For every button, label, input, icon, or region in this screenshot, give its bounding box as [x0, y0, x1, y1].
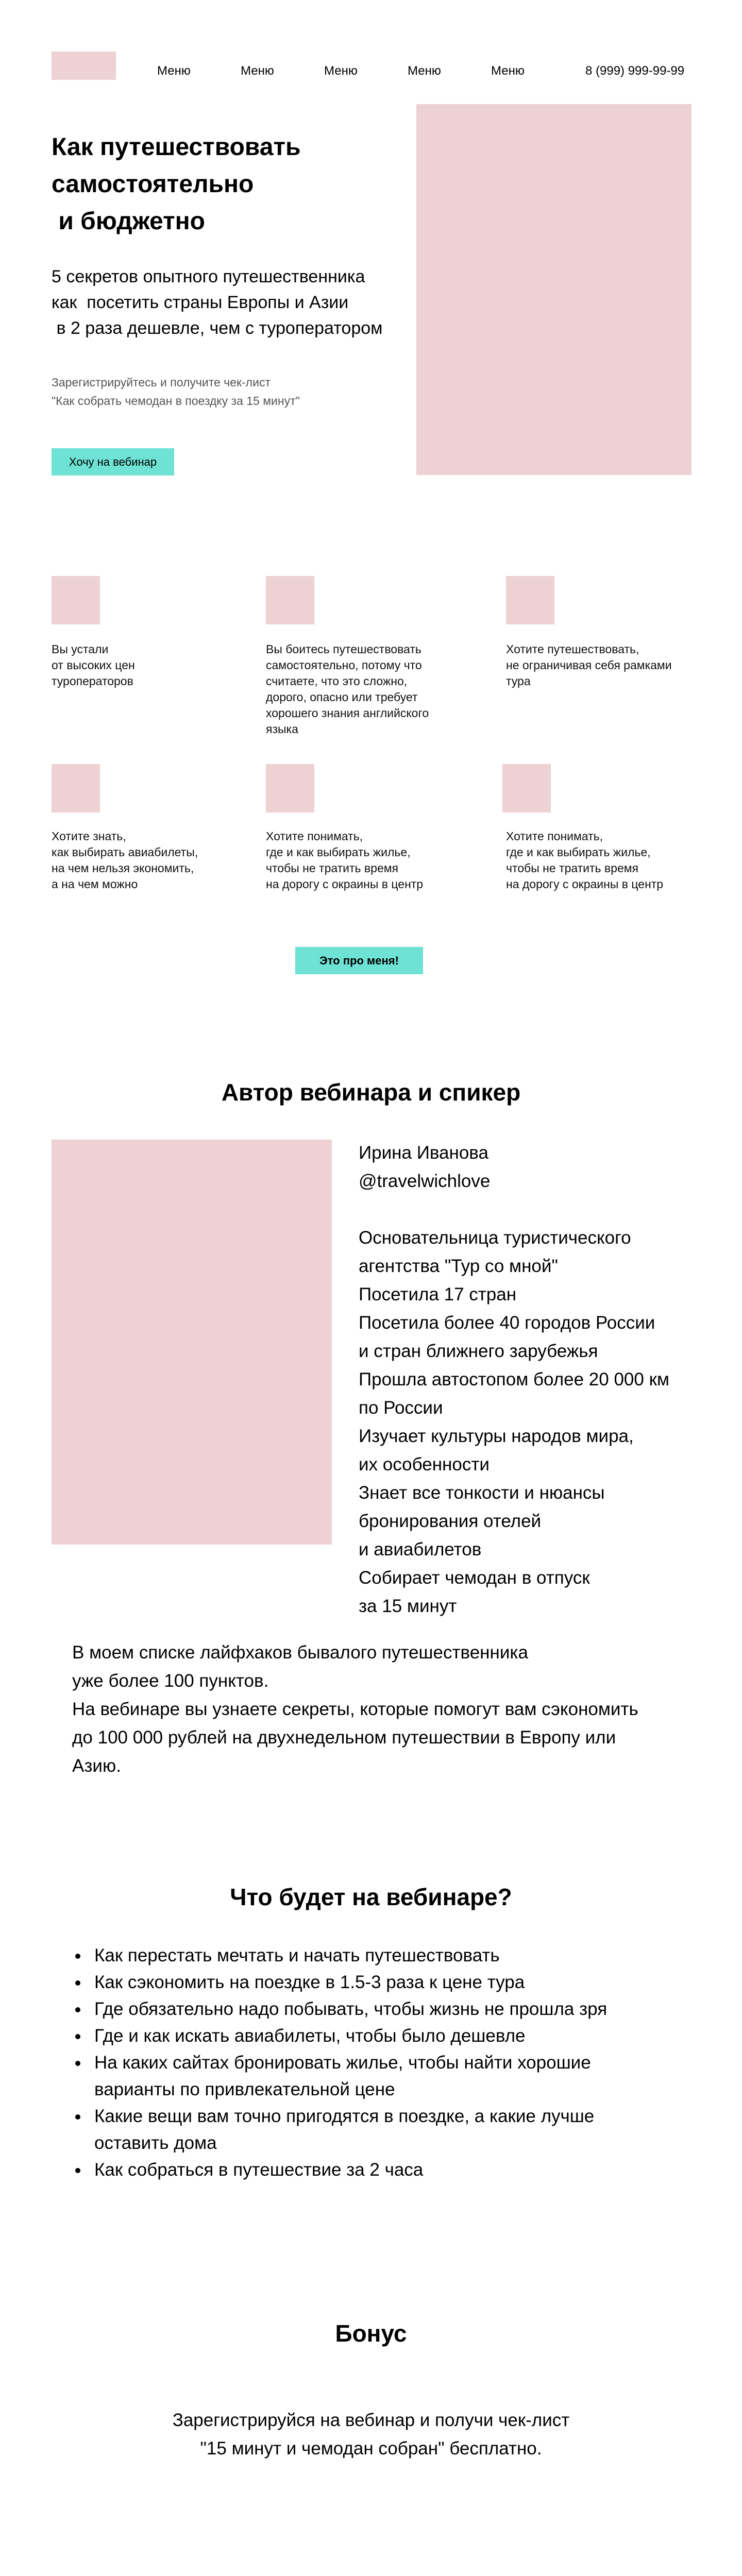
feature-line: от высоких цен: [52, 658, 135, 672]
header-phone[interactable]: 8 (999) 999-99-99: [585, 64, 685, 78]
hero-note-line: Зарегистрируйтесь и получите чек-лист: [52, 376, 271, 389]
feature-line: Вы устали: [52, 642, 109, 656]
bio-line: Собирает чемодан в отпуск: [359, 1568, 590, 1588]
feature-line: Хотите путешествовать,: [506, 642, 639, 656]
list-item-text: Где и как искать авиабилеты, чтобы было дешевле: [94, 2026, 526, 2046]
list-item-text: Какие вещи вам точно пригодятся в поездке, а какие лучше: [94, 2106, 595, 2126]
logo[interactable]: [52, 52, 116, 80]
feature-image: [266, 764, 314, 812]
list-item-text: На каких сайтах бронировать жилье, чтобы найти хорошие: [94, 2053, 591, 2073]
bonus-line: "15 минут и чемодан собран" бесплатно.: [200, 2438, 542, 2459]
feature-line: Хотите знать,: [52, 829, 126, 843]
feature-line: чтобы не тратить время: [266, 861, 398, 875]
feature-image: [506, 576, 554, 624]
nav-item-4[interactable]: Меню: [408, 64, 441, 78]
hero-subtitle-line: 5 секретов опытного путешественника: [52, 267, 365, 286]
bullet-icon: [75, 1954, 80, 1959]
feature-image: [502, 764, 551, 812]
nav-item-1[interactable]: Меню: [157, 64, 191, 78]
feature-line: на дорогу с окраины в центр: [266, 877, 424, 891]
feature-line: чтобы не тратить время: [506, 861, 638, 875]
feature-line: Хотите понимать,: [266, 829, 363, 843]
hero-cta-button[interactable]: Хочу на вебинар: [52, 448, 174, 476]
after-line: В моем списке лайфхаков бывалого путешественника: [72, 1642, 528, 1663]
bio-line: и стран ближнего зарубежья: [359, 1341, 598, 1361]
feature-text: [52, 641, 247, 689]
feature-text: [506, 641, 712, 689]
feature-image: [266, 576, 314, 624]
bio-line: Изучает культуры народов мира,: [359, 1426, 634, 1446]
bio-line: Основательница туристического: [359, 1228, 631, 1248]
bio-line: бронирования отелей: [359, 1511, 542, 1531]
bio-line: Прошла автостопом более 20 000 км: [359, 1369, 669, 1389]
hero-title: [52, 129, 371, 240]
hero-note: [52, 373, 412, 410]
author-handle[interactable]: @travelwichlove: [359, 1171, 491, 1191]
list-item: [94, 1969, 671, 1996]
after-line: до 100 000 рублей на двухнедельном путешествии в Европу или: [72, 1727, 616, 1748]
bio-line: Знает все тонкости и нюансы: [359, 1483, 605, 1503]
list-item: [94, 2103, 671, 2157]
feature-line: дорого, опасно или требует: [266, 690, 418, 704]
bio-line: Посетила 17 стран: [359, 1284, 517, 1304]
bullet-icon: [75, 2168, 80, 2173]
list-item-text: оставить дома: [94, 2133, 217, 2153]
hero-image: [416, 104, 692, 475]
bonus-line: Зарегистрируйся на вебинар и получи чек-лист: [172, 2410, 570, 2430]
hero-title-line: и бюджетно: [52, 208, 205, 235]
feature-text: [506, 828, 712, 892]
webinar-section-title: Что будет на вебинаре?: [230, 1884, 512, 1910]
author-section-title: Автор вебинара и спикер: [221, 1079, 521, 1106]
hero-subtitle: [52, 264, 412, 341]
bio-line: и авиабилетов: [359, 1539, 482, 1560]
feature-line: языка: [266, 722, 298, 736]
author-photo: [52, 1140, 332, 1545]
hero-title-line: самостоятельно: [52, 171, 254, 198]
feature-line: как выбирать авиабилеты,: [52, 845, 198, 859]
feature-text: [266, 641, 472, 737]
feature-text: [266, 828, 472, 892]
feature-line: тура: [506, 674, 531, 688]
list-item-text: варианты по привлекательной цене: [94, 2079, 395, 2099]
webinar-topics-list: [94, 1942, 671, 2183]
nav-item-3[interactable]: Меню: [324, 64, 358, 78]
author-bio: [359, 1139, 699, 1620]
bullet-icon: [75, 2007, 80, 2012]
after-line: Азию.: [72, 1756, 121, 1776]
bio-line: за 15 минут: [359, 1596, 457, 1616]
feature-line: а на чем можно: [52, 877, 138, 891]
bio-line: Ирина Иванова: [359, 1143, 488, 1163]
feature-line: самостоятельно, потому что: [266, 658, 422, 672]
bullet-icon: [75, 2061, 80, 2066]
feature-line: Хотите понимать,: [506, 829, 603, 843]
list-item-text: Как собраться в путешествие за 2 часа: [94, 2160, 424, 2180]
features-cta-button[interactable]: Это про меня!: [295, 947, 423, 974]
author-after-text: [72, 1638, 680, 1780]
bonus-section-title: Бонус: [335, 2320, 407, 2347]
nav-item-2[interactable]: Меню: [241, 64, 274, 78]
bio-line: по России: [359, 1398, 443, 1418]
list-item-text: Как перестать мечтать и начать путешествовать: [94, 1945, 500, 1965]
feature-line: Вы боитесь путешествовать: [266, 642, 421, 656]
feature-line: где и как выбирать жилье,: [266, 845, 411, 859]
list-item: [94, 1996, 671, 2023]
list-item: [94, 1942, 671, 1969]
list-item-text: Как сэкономить на поездке в 1.5-3 раза к цене тура: [94, 1972, 525, 1992]
bio-line: Посетила более 40 городов России: [359, 1313, 655, 1333]
bio-line: [359, 1195, 699, 1224]
hero-note-line: "Как собрать чемодан в поездку за 15 минут": [52, 394, 300, 408]
feature-line: не ограничивая себя рамками: [506, 658, 672, 672]
bio-line: агентства "Тур со мной": [359, 1256, 558, 1276]
nav-item-5[interactable]: Меню: [491, 64, 525, 78]
bonus-text: [0, 2406, 742, 2463]
list-item: [94, 2049, 671, 2103]
bullet-icon: [75, 1980, 80, 1986]
feature-text: [52, 828, 247, 892]
feature-line: считаете, что это сложно,: [266, 674, 408, 688]
list-item: [94, 2157, 671, 2183]
bullet-icon: [75, 2114, 80, 2120]
list-item-text: Где обязательно надо побывать, чтобы жизнь не прошла зря: [94, 1999, 608, 2019]
feature-line: туроператоров: [52, 674, 133, 688]
bullet-icon: [75, 2034, 80, 2039]
feature-line: на чем нельзя экономить,: [52, 861, 194, 875]
after-line: уже более 100 пунктов.: [72, 1671, 269, 1691]
feature-image: [52, 576, 100, 624]
after-line: На вебинаре вы узнаете секреты, которые помогут вам сэкономить: [72, 1699, 638, 1719]
list-item: [94, 2023, 671, 2049]
feature-line: где и как выбирать жилье,: [506, 845, 651, 859]
feature-line: на дорогу с окраины в центр: [506, 877, 664, 891]
hero-subtitle-line: как посетить страны Европы и Азии: [52, 293, 349, 312]
bio-line: их особенности: [359, 1454, 490, 1475]
hero-title-line: Как путешествовать: [52, 133, 301, 161]
feature-image: [52, 764, 100, 812]
feature-line: хорошего знания английского: [266, 706, 429, 720]
hero-subtitle-line: в 2 раза дешевле, чем с туроператором: [52, 318, 383, 338]
